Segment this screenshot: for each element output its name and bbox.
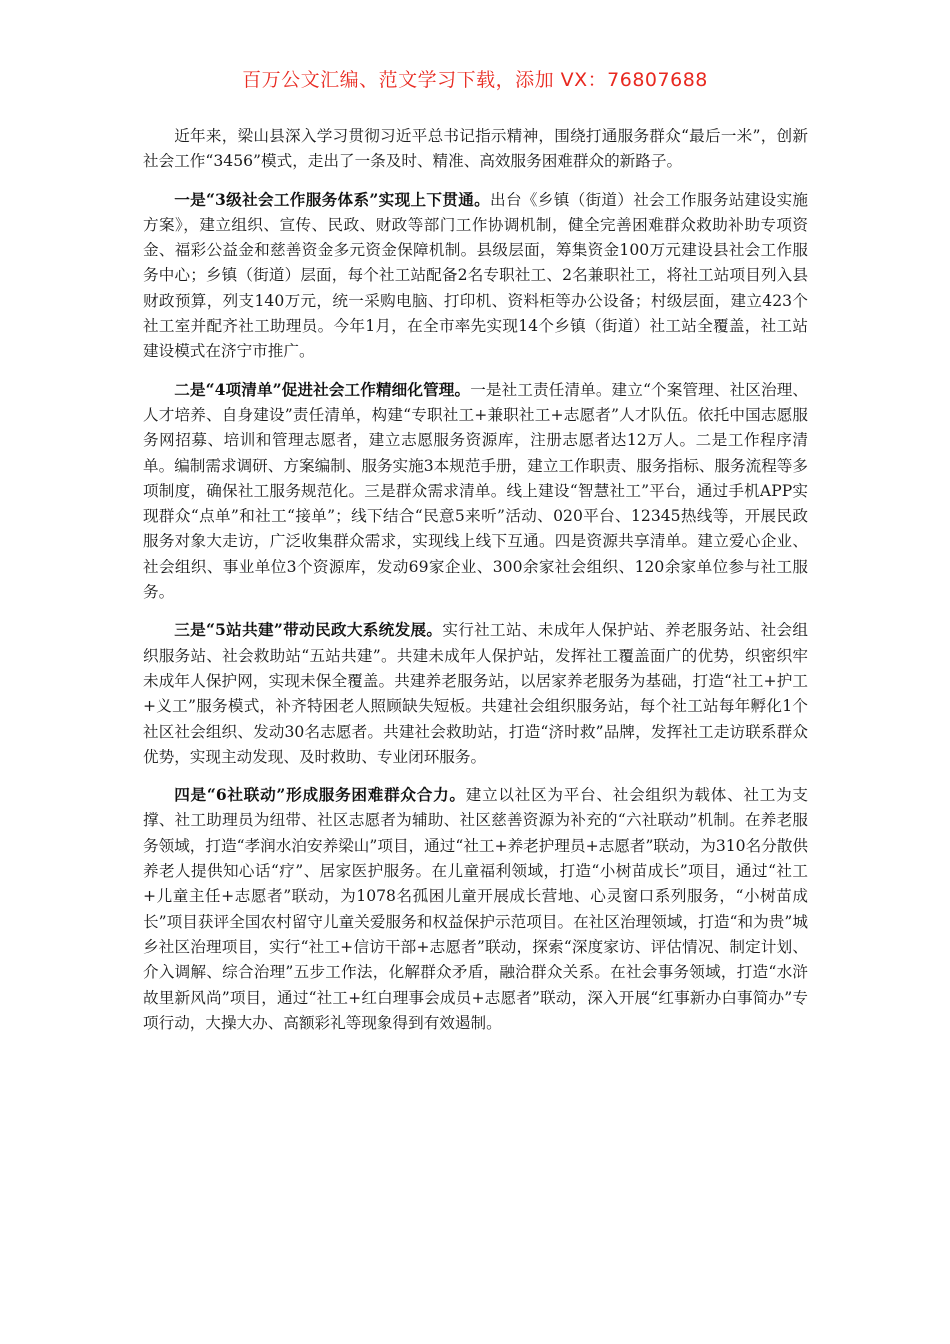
section-lead: 三是“5站共建”带动民政大系统发展。 — [174, 620, 443, 640]
section-paragraph-1 — [143, 187, 808, 365]
section-lead: 四是“6社联动”形成服务困难群众合力。 — [174, 785, 466, 805]
intro-paragraph: 近年来，梁山县深入学习贯彻习近平总书记指示精神，围绕打通服务群众“最后一米”，创新社会工作“3456”模式，走出了一条及时、精准、高效服务困难群众的新路子。 — [143, 127, 808, 171]
watermark-header: 百万公文汇编、范文学习下载，添加 VX：76807688 — [242, 69, 708, 91]
section-text: 出台《乡镇（街道）社会工作服务站建设实施方案》，建立组织、宣传、民政、财政等部门工作协调机制，健全完善困难群众救助补助专项资金、福彩公益金和慈善资金多元资金保障机制。县级层面，筹集资金100万元建设县社会工作服务中心；乡镇（街道）层面，每个社工站配备2名专职社工、2名兼职社工，将社工站项目列入县财政预算，列支140万元，统一采购电脑、打印机、资料柜等办公设备；村级层面，建立423个社工室并配齐社工助理员。今年1月，在全市率先实现14个乡镇（街道）社工站全覆盖，社工站建设模式在济宁市推广。 — [143, 190, 808, 361]
section-paragraph-2 — [143, 377, 808, 606]
section-paragraph-4 — [143, 782, 808, 1036]
section-lead: 二是“4项清单”促进社会工作精细化管理。 — [174, 379, 471, 399]
section-text: 实行社工站、未成年人保护站、养老服务站、社会组织服务站、社会救助站“五站共建”。共建未成年人保护站，发挥社工覆盖面广的优势，织密织牢未成年人保护网，实现未保全覆盖。共建养老服务站，以居家养老服务为基础，打造“社工+护工+义工”服务模式，补齐特困老人照顾缺失短板。共建社会组织服务站，每个社工站每年孵化1个社区社会组织、发动30名志愿者。共建社会救助站，打造“济时救”品牌，发挥社工走访联系群众优势，实现主动发现、及时救助、专业闭环服务。 — [143, 621, 808, 766]
section-lead: 一是“3级社会工作服务体系”实现上下贯通。 — [174, 189, 491, 209]
section-text: 一是社工责任清单。建立“个案管理、社区治理、人才培养、自身建设”责任清单，构建“专职社工+兼职社工+志愿者”人才队伍。依托中国志愿服务网招募、培训和管理志愿者，建立志愿服务资源库，注册志愿者达12万人。二是工作程序清单。编制需求调研、方案编制、服务实施3本规范手册，建立工作职责、服务指标、服务流程等多项制度，确保社工服务规范化。三是群众需求清单。线上建设“智慧社工”平台，通过手机APP实现群众“点单”和社工“接单”；线下结合“民意5来听”活动、020平台、12345热线等，开展民政服务对象大走访，广泛收集群众需求，实现线上线下互通。四是资源共享清单。建立爱心企业、社会组织、事业单位3个资源库，发动69家企业、300余家社会组织、120余家单位参与社工服务。 — [143, 380, 808, 602]
section-paragraph-3 — [143, 617, 808, 770]
section-text: 建立以社区为平台、社会组织为载体、社工为支撑、社工助理员为纽带、社区志愿者为辅助、社区慈善资源为补充的“六社联动”机制。在养老服务领域，打造“孝润水泊安养梁山”项目，通过“社工+养老护理员+志愿者”联动，为310名分散供养老人提供知心话“疗”、居家医护服务。在儿童福利领域，打造“小树苗成长”项目，通过“社工+儿童主任+志愿者”联动，为1078名孤困儿童开展成长营地、心灵窗口系列服务，“小树苗成长”项目获评全国农村留守儿童关爱服务和权益保护示范项目。在社区治理领域，打造“和为贵”城乡社区治理项目，实行“社工+信访干部+志愿者”联动，探索“深度家访、评估情况、制定计划、介入调解、综合治理”五步工作法，化解群众矛盾，融洽群众关系。在社会事务领域，打造“水浒故里新风尚”项目，通过“社工+红白理事会成员+志愿者”联动，深入开展“红事新办白事简办”专项行动，大操大办、高额彩礼等现象得到有效遏制。 — [143, 786, 808, 1032]
article-body — [143, 124, 808, 1048]
